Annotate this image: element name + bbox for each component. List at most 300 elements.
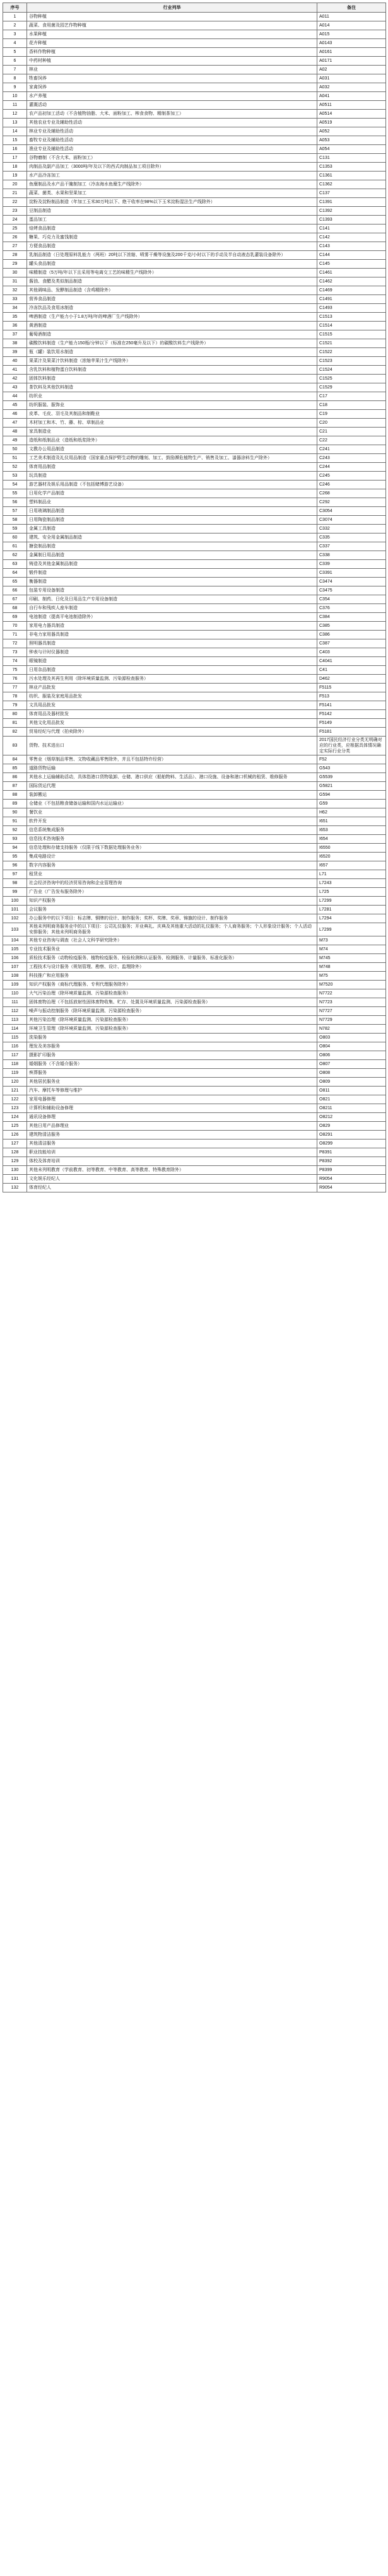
row-number: 76: [3, 675, 27, 684]
row-industry: 纺织业: [27, 392, 317, 401]
row-number: 131: [3, 1175, 27, 1184]
row-industry: 非电力家用器具制造: [27, 631, 317, 639]
table-row: [3, 233, 386, 242]
table-row: [3, 1025, 386, 1034]
table-row: [3, 631, 386, 639]
table-row: [3, 1051, 386, 1060]
row-number: 2: [3, 21, 27, 30]
row-remark: C1392: [317, 207, 386, 216]
table-row: [3, 507, 386, 516]
row-remark: L7243: [317, 879, 386, 888]
row-industry: 环境卫生管理（除环境质量监测、污染源检查服务）: [27, 1025, 317, 1034]
row-remark: C245: [317, 472, 386, 481]
table-row: [3, 145, 386, 154]
row-number: 12: [3, 110, 27, 119]
row-number: 46: [3, 410, 27, 419]
row-remark: A0514: [317, 110, 386, 119]
row-industry: 文教办公用品制造: [27, 445, 317, 454]
row-industry: 其他居民服务业: [27, 1078, 317, 1087]
row-number: 42: [3, 375, 27, 383]
table-row: [3, 954, 386, 963]
row-number: 51: [3, 454, 27, 463]
row-number: 25: [3, 224, 27, 233]
row-remark: C337: [317, 542, 386, 551]
row-remark: C21: [317, 428, 386, 436]
table-row: [3, 1104, 386, 1113]
row-number: 60: [3, 533, 27, 542]
row-remark: C143: [317, 242, 386, 251]
table-row: [3, 666, 386, 675]
row-number: 22: [3, 198, 27, 207]
table-row: [3, 472, 386, 481]
row-number: 82: [3, 728, 27, 737]
row-number: 48: [3, 428, 27, 436]
row-industry: 国际货运代理: [27, 782, 317, 791]
table-row: [3, 92, 386, 101]
row-industry: 其他未列明教育（学前教育、初等教育、中等教育、高等教育、特殊教育除外）: [27, 1166, 317, 1175]
table-row: [3, 13, 386, 21]
row-industry: 计算机和辅助设备修理: [27, 1104, 317, 1113]
row-number: 106: [3, 954, 27, 963]
row-remark: C131: [317, 154, 386, 163]
row-remark: A0161: [317, 48, 386, 57]
row-remark: C403: [317, 648, 386, 657]
row-remark: C1513: [317, 313, 386, 322]
row-number: 111: [3, 998, 27, 1007]
row-remark: C17: [317, 392, 386, 401]
row-industry: 仓储业（不包括粮食储备运输和国内水运运输业）: [27, 800, 317, 808]
row-remark: O806: [317, 1051, 386, 1060]
row-remark: C244: [317, 463, 386, 472]
row-industry: 茶饮料及其他饮料制造: [27, 383, 317, 392]
row-industry: 办公服务中的以下项目：标志牌、铜牌的设计、制作服务；奖杯、奖牌、奖章、锦旗的设计、制作服务: [27, 914, 317, 923]
table-row: [3, 888, 386, 897]
table-row: [3, 1131, 386, 1139]
row-number: 75: [3, 666, 27, 675]
row-industry: 知识产权服务（商标代理服务、专利代理服务除外）: [27, 981, 317, 989]
row-industry: 果菜汁及果菜汁饮料制造（浓缩苹果汁生产线除外）: [27, 357, 317, 366]
table-row: [3, 1175, 386, 1184]
row-industry: 衡器制造: [27, 578, 317, 586]
table-row: [3, 410, 386, 419]
row-industry: 林业专业及辅助性活动: [27, 127, 317, 136]
row-number: 108: [3, 972, 27, 981]
row-industry: 花卉种植: [27, 39, 317, 48]
table-row: [3, 1148, 386, 1157]
table-row: [3, 719, 386, 728]
row-industry: 印刷、制药、日化及日用品生产专用设备制造: [27, 595, 317, 604]
row-industry: 其他污染治理（除环境质量监测、污染源检查服务）: [27, 1016, 317, 1025]
table-row: [3, 853, 386, 861]
row-industry: 固体饮料制造: [27, 375, 317, 383]
row-industry: 固体废物治理（不包括放射性固体废物收集、贮存、处置及环境质量监测、污染源检查服务）: [27, 998, 317, 1007]
row-industry: 林业: [27, 66, 317, 74]
row-remark: A031: [317, 74, 386, 83]
row-remark: I654: [317, 835, 386, 844]
row-number: 70: [3, 622, 27, 631]
row-industry: 污水处理及其再生利用（除环境质量监测、污染源检查服务）: [27, 675, 317, 684]
table-row: [3, 419, 386, 428]
row-number: 4: [3, 39, 27, 48]
table-row: [3, 48, 386, 57]
row-remark: C386: [317, 631, 386, 639]
table-row: [3, 861, 386, 870]
row-number: 53: [3, 472, 27, 481]
row-industry: 瓶（罐）装饮用水制造: [27, 348, 317, 357]
table-header-row: [3, 3, 386, 13]
row-remark: C1462: [317, 277, 386, 286]
row-remark: C1491: [317, 295, 386, 304]
row-number: 102: [3, 914, 27, 923]
table-row: [3, 295, 386, 304]
table-row: [3, 817, 386, 826]
row-industry: 渔业专业及辅助性活动: [27, 145, 317, 154]
table-row: [3, 542, 386, 551]
row-remark: I6520: [317, 853, 386, 861]
row-number: 13: [3, 119, 27, 127]
table-row: [3, 525, 386, 533]
row-remark: C1523: [317, 357, 386, 366]
table-row: [3, 648, 386, 657]
row-remark: M7520: [317, 981, 386, 989]
row-number: 99: [3, 888, 27, 897]
row-industry: 碳酸饮料制造（生产能力150瓶/分钟以下（标准在250毫升及以下）的碳酸饮料生产线除外）: [27, 339, 317, 348]
row-number: 23: [3, 207, 27, 216]
row-remark: G59: [317, 800, 386, 808]
table-row: [3, 972, 386, 981]
row-number: 45: [3, 401, 27, 410]
row-remark: F513: [317, 692, 386, 701]
table-row: [3, 189, 386, 198]
row-number: 79: [3, 701, 27, 710]
row-industry: 豆制品制造: [27, 207, 317, 216]
row-industry: 谷物磨制（不含大米、面粉加工）: [27, 154, 317, 163]
row-industry: 数字内容服务: [27, 861, 317, 870]
row-number: 44: [3, 392, 27, 401]
row-remark: L7299: [317, 923, 386, 936]
row-industry: 其他未列明商务服务业中的以下项目：公司礼仪服务；开业典礼、庆典及其他重大活动的礼仪服务；个人商务服务；个人形象设计服务；个人活动安排服务；其他未列明商务服务: [27, 923, 317, 936]
table-row: [3, 657, 386, 666]
row-industry: 金属制日用品制造: [27, 551, 317, 560]
row-number: 114: [3, 1025, 27, 1034]
row-remark: P8399: [317, 1166, 386, 1175]
table-row: [3, 923, 386, 936]
row-number: 19: [3, 172, 27, 180]
row-industry: 摄影扩印服务: [27, 1051, 317, 1060]
row-remark: 2017国民经济行业分类无明确对应的行业类，应根据具体情况确定实际行业分类: [317, 737, 386, 755]
row-remark: L71: [317, 870, 386, 879]
table-row: [3, 198, 386, 207]
row-industry: 其他水上运输辅助活动，具体指港口货物装卸、仓储、港口供应（船舶物料、生活品）、港口设施、设备和港口机械的租赁、维修服务: [27, 773, 317, 782]
row-number: 24: [3, 216, 27, 224]
row-industry: 钟表与计时仪器制造: [27, 648, 317, 657]
table-row: [3, 286, 386, 295]
row-number: 64: [3, 569, 27, 578]
row-number: 117: [3, 1051, 27, 1060]
row-remark: A011: [317, 13, 386, 21]
row-industry: 体育用品及器材批发: [27, 710, 317, 719]
row-industry: 黄酒制造: [27, 322, 317, 330]
table-row: [3, 981, 386, 989]
row-number: 16: [3, 145, 27, 154]
row-industry: 其他农业专业及辅助性活动: [27, 119, 317, 127]
row-remark: O804: [317, 1042, 386, 1051]
table-row: [3, 808, 386, 817]
row-remark: C1529: [317, 383, 386, 392]
row-industry: 木材加工和木、竹、藤、棕、草制品业: [27, 419, 317, 428]
row-number: 62: [3, 551, 27, 560]
row-industry: 鱼糜制品及水产品干腌制加工（冷冻海水鱼糜生产线除外）: [27, 180, 317, 189]
row-industry: 自行车和残疾人座车制造: [27, 604, 317, 613]
row-number: 92: [3, 826, 27, 835]
table-row: [3, 304, 386, 313]
table-row: [3, 1122, 386, 1131]
row-number: 86: [3, 773, 27, 782]
row-remark: C387: [317, 639, 386, 648]
table-row: [3, 489, 386, 498]
row-industry: 灌溉活动: [27, 101, 317, 110]
row-industry: 家用电力器具制造: [27, 622, 317, 631]
table-row: [3, 119, 386, 127]
row-industry: 水产品冷冻加工: [27, 172, 317, 180]
row-number: 67: [3, 595, 27, 604]
table-row: [3, 1113, 386, 1122]
row-industry: 水果种植: [27, 30, 317, 39]
row-industry: 味精制造（5万吨/年以下且采用等电离交工艺的味精生产线除外）: [27, 269, 317, 277]
header-remark: 备注: [317, 3, 386, 13]
row-remark: A014: [317, 21, 386, 30]
row-remark: C1524: [317, 366, 386, 375]
row-remark: C145: [317, 260, 386, 269]
row-number: 3: [3, 30, 27, 39]
table-row: [3, 180, 386, 189]
row-industry: 含乳饮料和植物蛋白饮料制造: [27, 366, 317, 375]
row-remark: C243: [317, 454, 386, 463]
table-row: [3, 74, 386, 83]
row-remark: A0519: [317, 119, 386, 127]
row-remark: C332: [317, 525, 386, 533]
row-number: 7: [3, 66, 27, 74]
row-number: 40: [3, 357, 27, 366]
row-remark: N7723: [317, 998, 386, 1007]
row-number: 20: [3, 180, 27, 189]
industry-table: [3, 3, 386, 1192]
table-row: [3, 383, 386, 392]
row-remark: A015: [317, 30, 386, 39]
row-remark: C18: [317, 401, 386, 410]
table-row: [3, 357, 386, 366]
row-remark: R9054: [317, 1175, 386, 1184]
row-number: 6: [3, 57, 27, 66]
row-number: 11: [3, 101, 27, 110]
row-number: 68: [3, 604, 27, 613]
row-industry: 工艺美术制造及礼仪用品制造（国家重点保护野生动物的雕刻、加工、鼓励濒危植物生产、销售及加工、漆器涂料生产除外）: [27, 454, 317, 463]
row-remark: A032: [317, 83, 386, 92]
row-remark: C335: [317, 533, 386, 542]
row-remark: G5539: [317, 773, 386, 782]
table-row: [3, 436, 386, 445]
table-row: [3, 835, 386, 844]
row-number: 10: [3, 92, 27, 101]
row-number: 132: [3, 1184, 27, 1192]
row-number: 47: [3, 419, 27, 428]
row-number: 14: [3, 127, 27, 136]
row-industry: 酱油、食醋及类似制品制造: [27, 277, 317, 286]
row-number: 35: [3, 313, 27, 322]
table-row: [3, 613, 386, 622]
row-remark: O8212: [317, 1113, 386, 1122]
row-number: 115: [3, 1034, 27, 1042]
row-remark: I657: [317, 861, 386, 870]
row-remark: F5181: [317, 728, 386, 737]
row-remark: N7727: [317, 1007, 386, 1016]
row-industry: 铸造及其他金属制品制造: [27, 560, 317, 569]
table-row: [3, 906, 386, 914]
table-row: [3, 348, 386, 357]
row-number: 119: [3, 1069, 27, 1078]
row-industry: 专业技术服务业: [27, 945, 317, 954]
row-remark: O809: [317, 1078, 386, 1087]
table-row: [3, 136, 386, 145]
table-row: [3, 728, 386, 737]
row-remark: A053: [317, 136, 386, 145]
row-remark: F52: [317, 755, 386, 764]
row-number: 121: [3, 1087, 27, 1095]
row-number: 57: [3, 507, 27, 516]
row-number: 61: [3, 542, 27, 551]
row-remark: L7294: [317, 914, 386, 923]
row-remark: N7729: [317, 1016, 386, 1025]
row-industry: 农产品初加工活动（不含植物油脂、大米、面粉加工、榨食食物、精制茶加工）: [27, 110, 317, 119]
table-row: [3, 569, 386, 578]
row-remark: O811: [317, 1087, 386, 1095]
table-row: [3, 224, 386, 233]
row-remark: C292: [317, 498, 386, 507]
row-industry: 电池制造（提高平电池制造除外）: [27, 613, 317, 622]
row-remark: H62: [317, 808, 386, 817]
row-remark: A052: [317, 127, 386, 136]
table-row: [3, 481, 386, 489]
header-industry: 行业列举: [27, 3, 317, 13]
row-number: 29: [3, 260, 27, 269]
table-row: [3, 322, 386, 330]
row-industry: 餐饮业: [27, 808, 317, 817]
row-industry: 啤酒制造（生产能力小于1.8万吨/年的啤酒厂生产线除外）: [27, 313, 317, 322]
row-remark: F5141: [317, 701, 386, 710]
row-number: 26: [3, 233, 27, 242]
table-row: [3, 914, 386, 923]
row-number: 103: [3, 923, 27, 936]
row-number: 56: [3, 498, 27, 507]
row-industry: 其他日用产品修理业: [27, 1122, 317, 1131]
table-row: [3, 498, 386, 507]
row-number: 105: [3, 945, 27, 954]
row-remark: C1514: [317, 322, 386, 330]
table-row: [3, 242, 386, 251]
row-remark: G594: [317, 791, 386, 800]
row-industry: 其他清洁服务: [27, 1139, 317, 1148]
row-number: 5: [3, 48, 27, 57]
row-industry: 糖果、巧克力及蜜饯制造: [27, 233, 317, 242]
row-industry: 焙烤食品制造: [27, 224, 317, 233]
row-industry: 科技推广和应用服务: [27, 972, 317, 981]
row-number: 63: [3, 560, 27, 569]
table-row: [3, 989, 386, 998]
row-remark: O829: [317, 1122, 386, 1131]
row-industry: 噪声与振动控制服务（除环境质量监测、污染源检查服务）: [27, 1007, 317, 1016]
row-industry: 信息系统集成服务: [27, 826, 317, 835]
table-row: [3, 1139, 386, 1148]
row-number: 118: [3, 1060, 27, 1069]
row-industry: 畜牧专业及辅助性活动: [27, 136, 317, 145]
table-row: [3, 1060, 386, 1069]
row-remark: C241: [317, 445, 386, 454]
row-remark: M75: [317, 972, 386, 981]
row-remark: O803: [317, 1034, 386, 1042]
row-remark: A0511: [317, 101, 386, 110]
row-remark: M745: [317, 954, 386, 963]
row-industry: 其他调味品、发酵制品制造（含鸡精除外）: [27, 286, 317, 295]
row-industry: 蛋品加工: [27, 216, 317, 224]
table-row: [3, 1095, 386, 1104]
table-row: [3, 101, 386, 110]
row-number: 126: [3, 1131, 27, 1139]
row-remark: C338: [317, 551, 386, 560]
row-number: 15: [3, 136, 27, 145]
row-remark: C268: [317, 489, 386, 498]
row-remark: N782: [317, 1025, 386, 1034]
row-remark: G5821: [317, 782, 386, 791]
row-number: 127: [3, 1139, 27, 1148]
row-industry: 眼镜制造: [27, 657, 317, 666]
row-number: 38: [3, 339, 27, 348]
row-industry: 通讯设备修理: [27, 1113, 317, 1122]
table-row: [3, 800, 386, 808]
row-number: 128: [3, 1148, 27, 1157]
row-number: 91: [3, 817, 27, 826]
table-row: [3, 163, 386, 172]
row-remark: A054: [317, 145, 386, 154]
table-row: [3, 1166, 386, 1175]
table-row: [3, 30, 386, 39]
table-row: [3, 604, 386, 613]
row-number: 72: [3, 639, 27, 648]
row-number: 123: [3, 1104, 27, 1113]
row-number: 58: [3, 516, 27, 525]
table-row: [3, 684, 386, 692]
row-number: 50: [3, 445, 27, 454]
row-remark: C20: [317, 419, 386, 428]
row-industry: 体育经纪人: [27, 1184, 317, 1192]
row-number: 27: [3, 242, 27, 251]
row-remark: C41: [317, 666, 386, 675]
row-remark: N7722: [317, 989, 386, 998]
row-remark: C354: [317, 595, 386, 604]
row-industry: 信息技术咨询服务: [27, 835, 317, 844]
row-number: 87: [3, 782, 27, 791]
row-remark: L7281: [317, 906, 386, 914]
row-industry: 体校及体育培训: [27, 1157, 317, 1166]
row-number: 109: [3, 981, 27, 989]
row-number: 78: [3, 692, 27, 701]
row-number: 34: [3, 304, 27, 313]
row-industry: 文具用品批发: [27, 701, 317, 710]
row-industry: 软件开发: [27, 817, 317, 826]
row-number: 21: [3, 189, 27, 198]
row-remark: C376: [317, 604, 386, 613]
table-row: [3, 963, 386, 972]
row-industry: 建筑物清洁服务: [27, 1131, 317, 1139]
